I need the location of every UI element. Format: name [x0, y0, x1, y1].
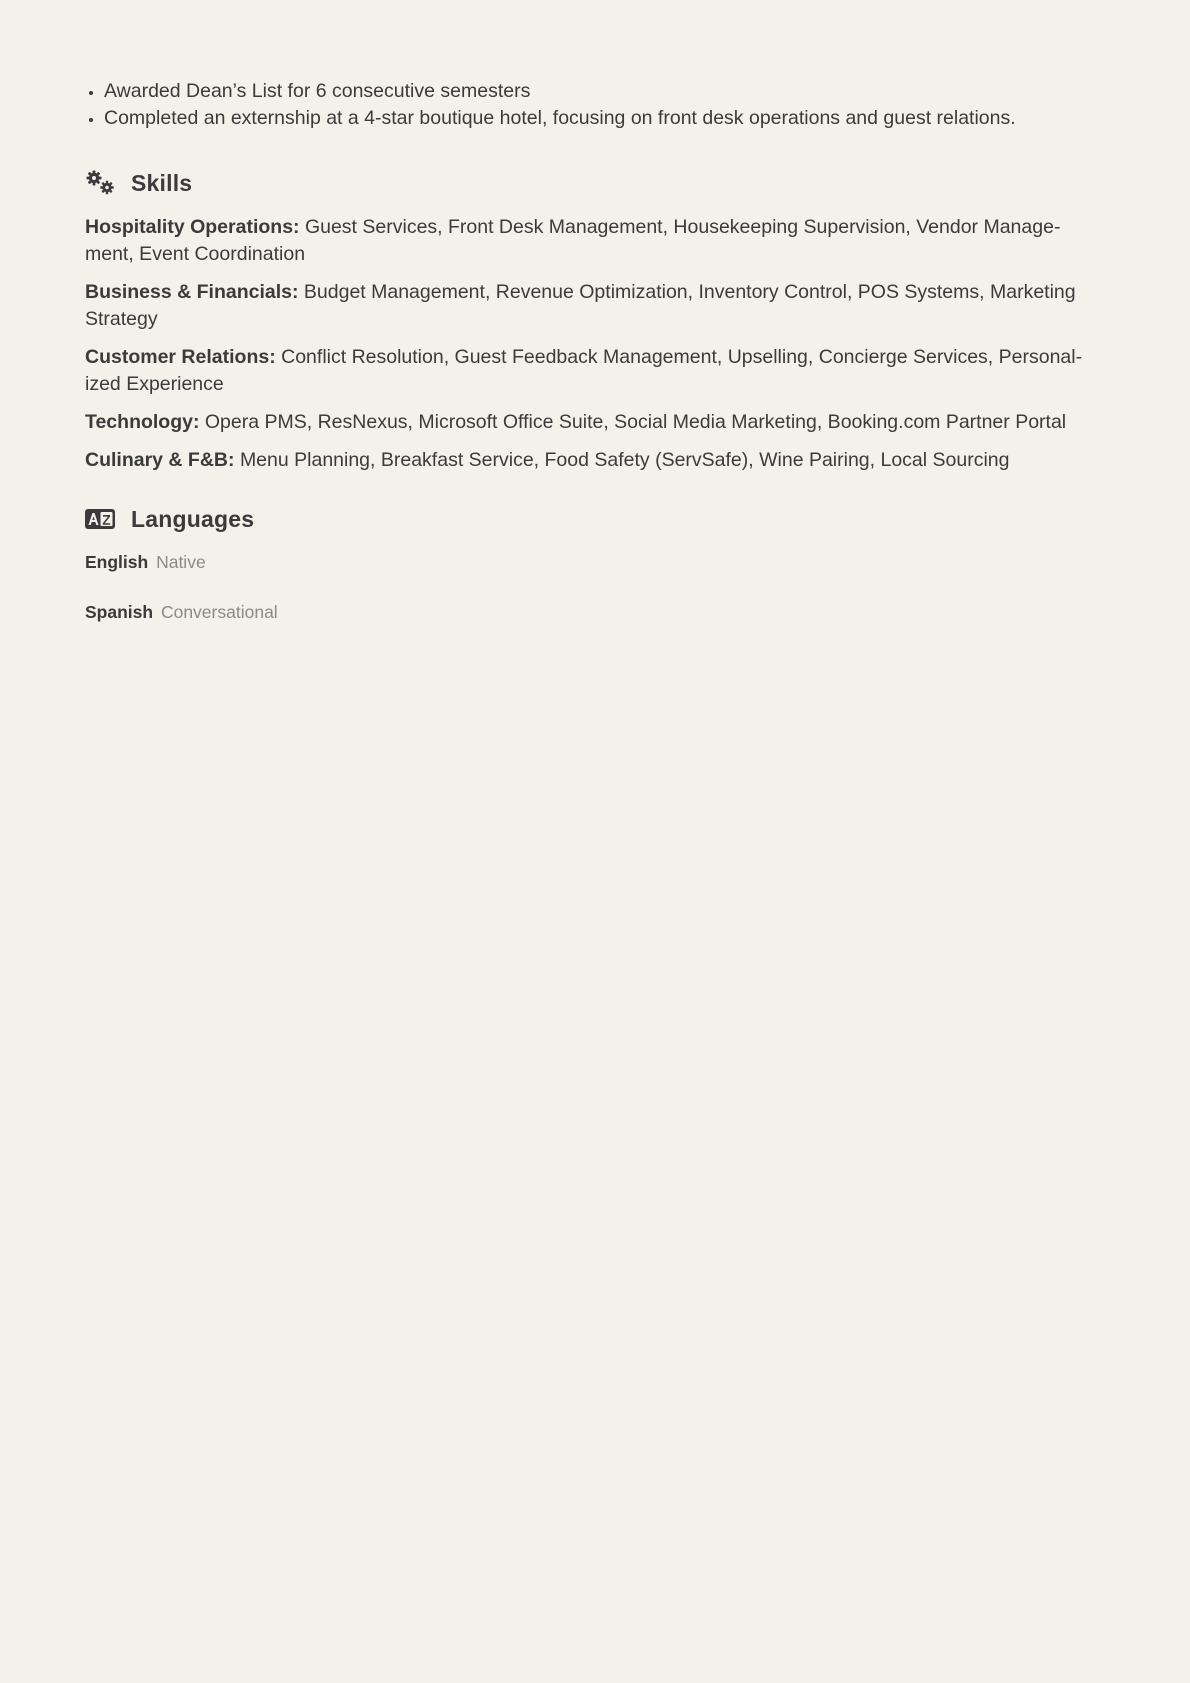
skill-values: Conflict Resolution, Guest Feedback Management, Upselling, Concierge Services, Personal-ized Experience [85, 346, 1083, 395]
skill-category: Hospitality Operations: [85, 216, 300, 238]
language-name: English [85, 552, 149, 572]
language-icon [85, 506, 115, 532]
skill-category: Technology: [85, 411, 200, 433]
education-highlights-list [85, 78, 1105, 132]
languages-list [85, 550, 1105, 624]
skill-category: Business & Financials: [85, 281, 299, 303]
skill-row [85, 344, 1105, 398]
list-item: • Awarded Dean’s List for 6 consecutive semesters [104, 78, 1105, 105]
languages-section-header [85, 502, 1105, 536]
language-name: Spanish [85, 602, 154, 622]
skill-category: Customer Relations: [85, 346, 276, 368]
skill-row [85, 214, 1105, 268]
skill-row [85, 409, 1105, 436]
language-row [85, 550, 1105, 574]
skill-values: Opera PMS, ResNexus, Microsoft Office Suite, Social Media Marketing, Booking.com Partner Portal [204, 411, 1067, 433]
skills-section-header [85, 166, 1105, 200]
language-row [85, 600, 1105, 624]
skills-list [85, 214, 1105, 474]
language-level: Native [156, 552, 206, 572]
list-item: • Completed an externship at a 4-star boutique hotel, focusing on front desk operations and guest relations. [104, 105, 1105, 132]
skill-category: Culinary & F&B: [85, 449, 235, 471]
section-title: Languages [131, 505, 255, 532]
language-level: Conversational [160, 602, 278, 622]
skill-values: Guest Services, Front Desk Management, Housekeeping Supervision, Vendor Manage-ment, Event Coordination [85, 216, 1061, 265]
gears-icon [85, 170, 115, 196]
skill-row [85, 279, 1105, 333]
skill-row [85, 447, 1105, 474]
skill-values: Menu Planning, Breakfast Service, Food Safety (ServSafe), Wine Pairing, Local Sourcing [239, 449, 1010, 471]
section-title: Skills [131, 169, 193, 196]
resume-page [85, 78, 1105, 650]
skill-values: Budget Management, Revenue Optimization, Inventory Control, POS Systems, Marketing Strategy [85, 281, 1076, 330]
